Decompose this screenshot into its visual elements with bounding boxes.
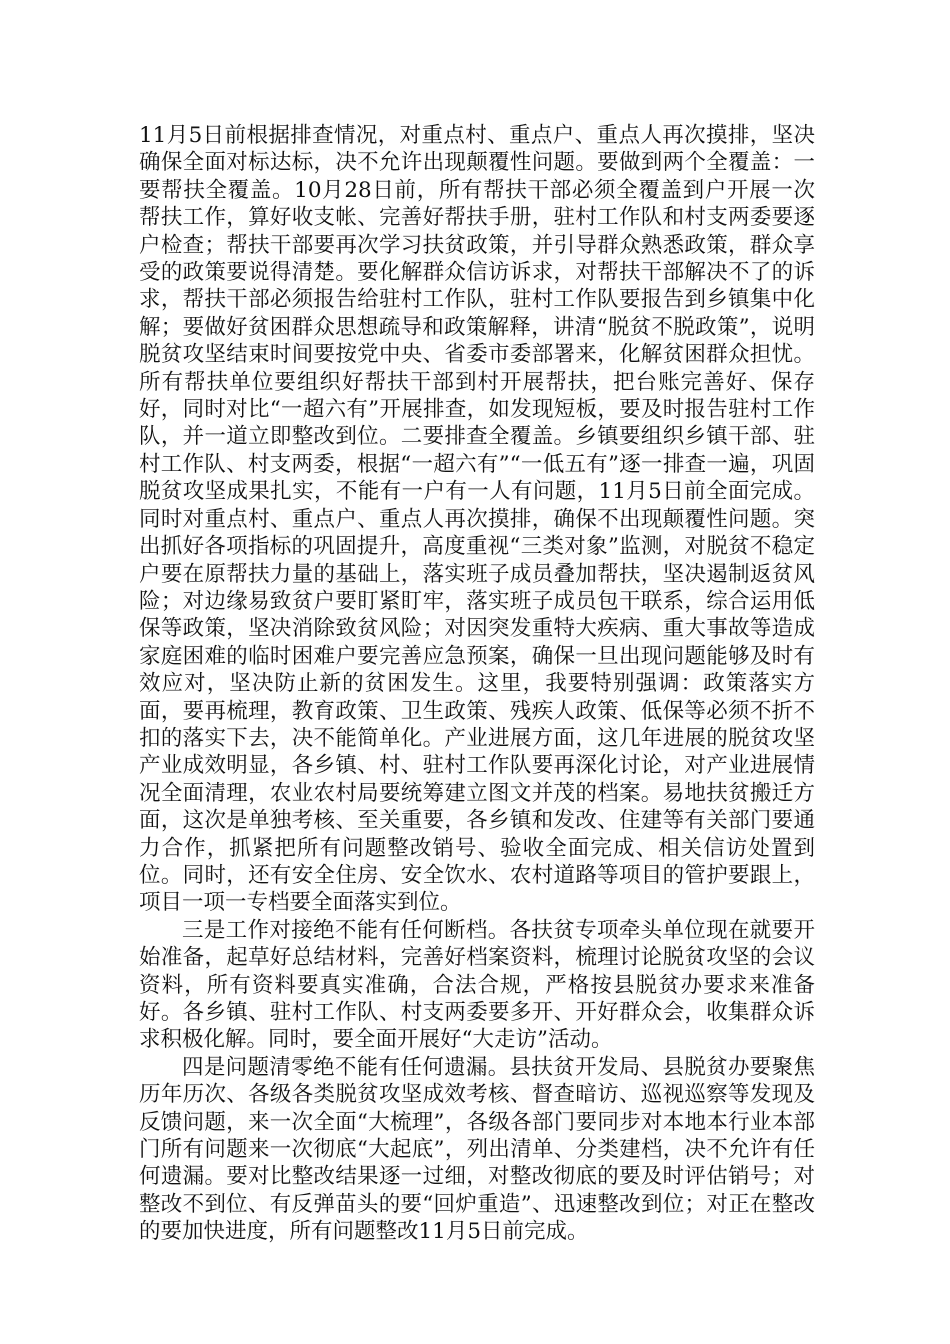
paragraph-1: 11月5日前根据排查情况，对重点村、重点户、重点人再次摸排，坚决确保全面对标达标，决不允许出现颠覆性问题。要做到两个全覆盖：一要帮扶全覆盖。10月28日前，所有帮扶干部必须全覆盖到户开展一次帮扶工作，算好收支帐、完善好帮扶手册，驻村工作队和村支两委要逐户检查；帮扶干部要再次学习扶贫政策，并引导群众熟悉政策，群众享受的政策要说得清楚。要化解群众信访诉求，对帮扶干部解决不了的诉求，帮扶干部必须报告给驻村工作队，驻村工作队要报告到乡镇集中化解；要做好贫困群众思想疏导和政策解释，讲清“脱贫不脱政策”，说明脱贫攻坚结束时间要按党中央、省委市委部署来，化解贫困群众担忧。所有帮扶单位要组织好帮扶干部到村开展帮扶，把台账完善好、保存好，同时对比“一超六有”开展排查，如发现短板，要及时报告驻村工作队，并一道立即整改到位。二要排查全覆盖。乡镇要组织乡镇干部、驻村工作队、村支两委，根据“一超六有”“一低五有”逐一排查一遍，巩固脱贫攻坚成果扎实，不能有一户有一人有问题，11月5日前全面完成。同时对重点村、重点户、重点人再次摸排，确保不出现颠覆性问题。突出抓好各项指标的巩固提升，高度重视“三类对象”监测，对脱贫不稳定户要在原帮扶力量的基础上，落实班子成员叠加帮扶，坚决遏制返贫风险；对边缘易致贫户要盯紧盯牢，落实班子成员包干联系，综合运用低保等政策，坚决消除致贫风险；对因突发重特大疾病、重大事故等造成家庭困难的临时困难户要完善应急预案，确保一旦出现问题能够及时有效应对，坚决防止新的贫困发生。这里，我要特别强调：政策落实方面，要再梳理，教育政策、卫生政策、残疾人政策、低保等必须不折不扣的落实下去，决不能简单化。产业进展方面，这几年进展的脱贫攻坚产业成效明显，各乡镇、村、驻村工作队要再深化讨论，对产业进展情况全面清理，农业农村局要统筹建立图文并茂的档案。易地扶贫搬迁方面，这次是单独考核、至关重要，各乡镇和发改、住建等有关部门要通力合作，抓紧把所有问题整改销号、验收全面完成、相关信访处置到位。同时，还有安全住房、安全饮水、农村道路等项目的管护要跟上，项目一项一专档要全面落实到位。 [139,123,815,916]
document-page [139,122,815,1246]
paragraph-2: 三是工作对接绝不能有任何断档。各扶贫专项牵头单位现在就要开始准备，起草好总结材料，完善好档案资料，梳理讨论脱贫攻坚的会议资料，所有资料要真实准确，合法合规，严格按县脱贫办要求来准备好。各乡镇、驻村工作队、村支两委要多开、开好群众会，收集群众诉求积极化解。同时，要全面开展好“大走访”活动。 [139,917,815,1053]
paragraph-3: 四是问题清零绝不能有任何遗漏。县扶贫开发局、县脱贫办要聚焦历年历次、各级各类脱贫攻坚成效考核、督查暗访、巡视巡察等发现及反馈问题，来一次全面“大梳理”，各级各部门要同步对本地本行业本部门所有问题来一次彻底“大起底”，列出清单、分类建档，决不允许有任何遗漏。要对比整改结果逐一过细，对整改彻底的要及时评估销号；对整改不到位、有反弹苗头的要“回炉重造”、迅速整改到位；对正在整改的要加快进度，所有问题整改11月5日前完成。 [139,1054,815,1245]
